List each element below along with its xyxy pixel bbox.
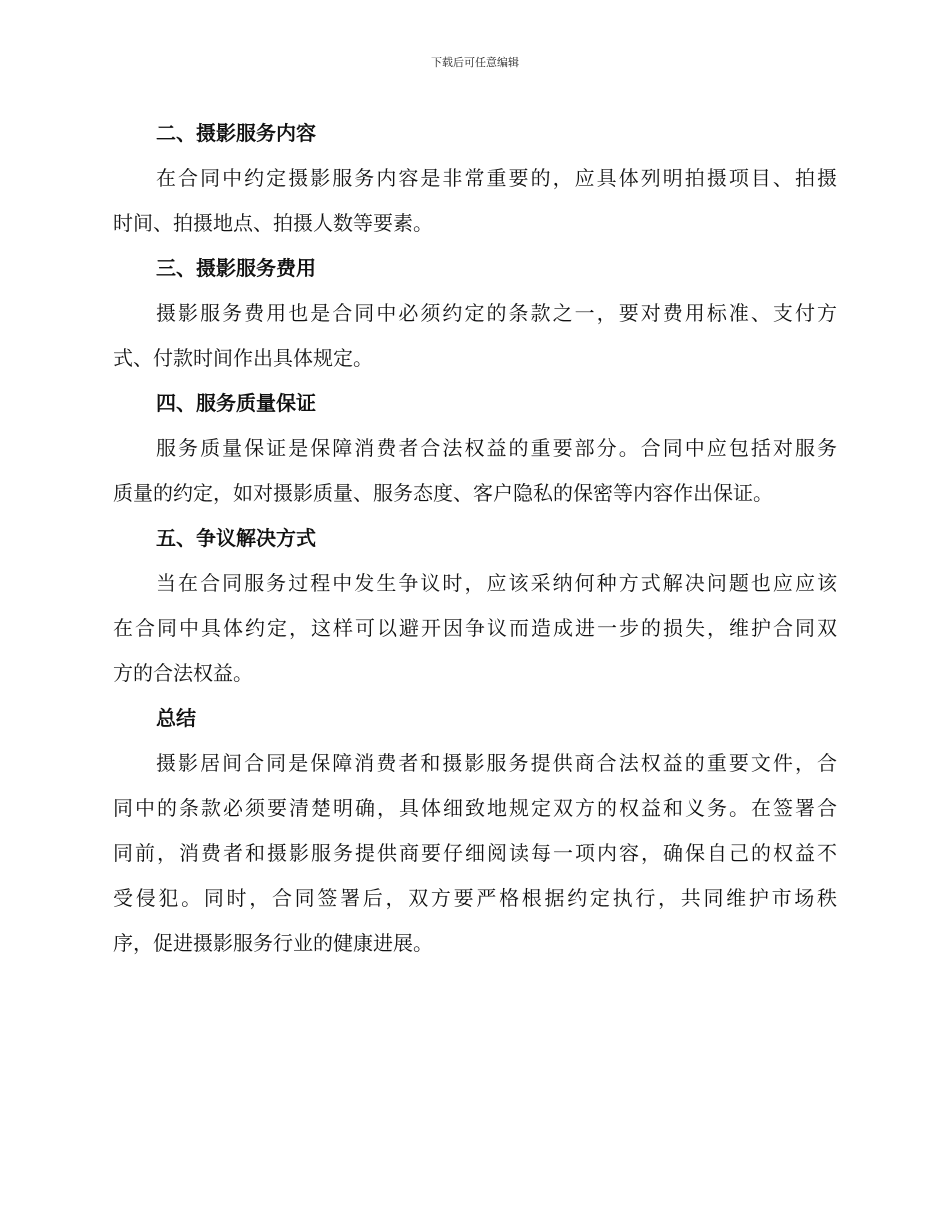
paragraph-line: 在合同中具体约定，这样可以避开因争议而造成进一步的损失，维护合同双 [113, 616, 837, 640]
document-body [113, 111, 837, 966]
paragraph-line: 时间、拍摄地点、拍摄人数等要素。 [113, 211, 433, 235]
section-heading: 三、摄影服务费用 [156, 256, 316, 280]
section-heading: 四、服务质量保证 [156, 391, 316, 415]
paragraph-line: 式、付款时间作出具体规定。 [113, 346, 373, 370]
section-paragraph [113, 291, 837, 381]
section-paragraph [113, 156, 837, 246]
paragraph-line: 同前，消费者和摄影服务提供商要仔细阅读每一项内容，确保自己的权益不 [113, 841, 837, 865]
section-heading: 二、摄影服务内容 [156, 121, 316, 145]
section-heading: 五、争议解决方式 [156, 526, 316, 550]
paragraph-line: 质量的约定，如对摄影质量、服务态度、客户隐私的保密等内容作出保证。 [113, 481, 773, 505]
section-paragraph [113, 426, 837, 516]
paragraph-line: 序，促进摄影服务行业的健康进展。 [113, 931, 433, 955]
paragraph-line: 同中的条款必须要清楚明确，具体细致地规定双方的权益和义务。在签署合 [113, 796, 837, 820]
section-heading: 总结 [156, 706, 196, 730]
paragraph-line: 摄影居间合同是保障消费者和摄影服务提供商合法权益的重要文件，合 [156, 751, 837, 775]
page-header: 下载后可任意编辑 [431, 56, 519, 69]
paragraph-line: 受侵犯。同时，合同签署后，双方要严格根据约定执行，共同维护市场秩 [113, 886, 837, 910]
section-paragraph [113, 561, 837, 696]
paragraph-line: 当在合同服务过程中发生争议时，应该采纳何种方式解决问题也应应该 [156, 571, 837, 595]
paragraph-line: 摄影服务费用也是合同中必须约定的条款之一，要对费用标准、支付方 [156, 301, 837, 325]
paragraph-line: 服务质量保证是保障消费者合法权益的重要部分。合同中应包括对服务 [156, 436, 837, 460]
paragraph-line: 在合同中约定摄影服务内容是非常重要的，应具体列明拍摄项目、拍摄 [156, 166, 837, 190]
section-paragraph [113, 741, 837, 966]
paragraph-line: 方的合法权益。 [113, 661, 253, 685]
